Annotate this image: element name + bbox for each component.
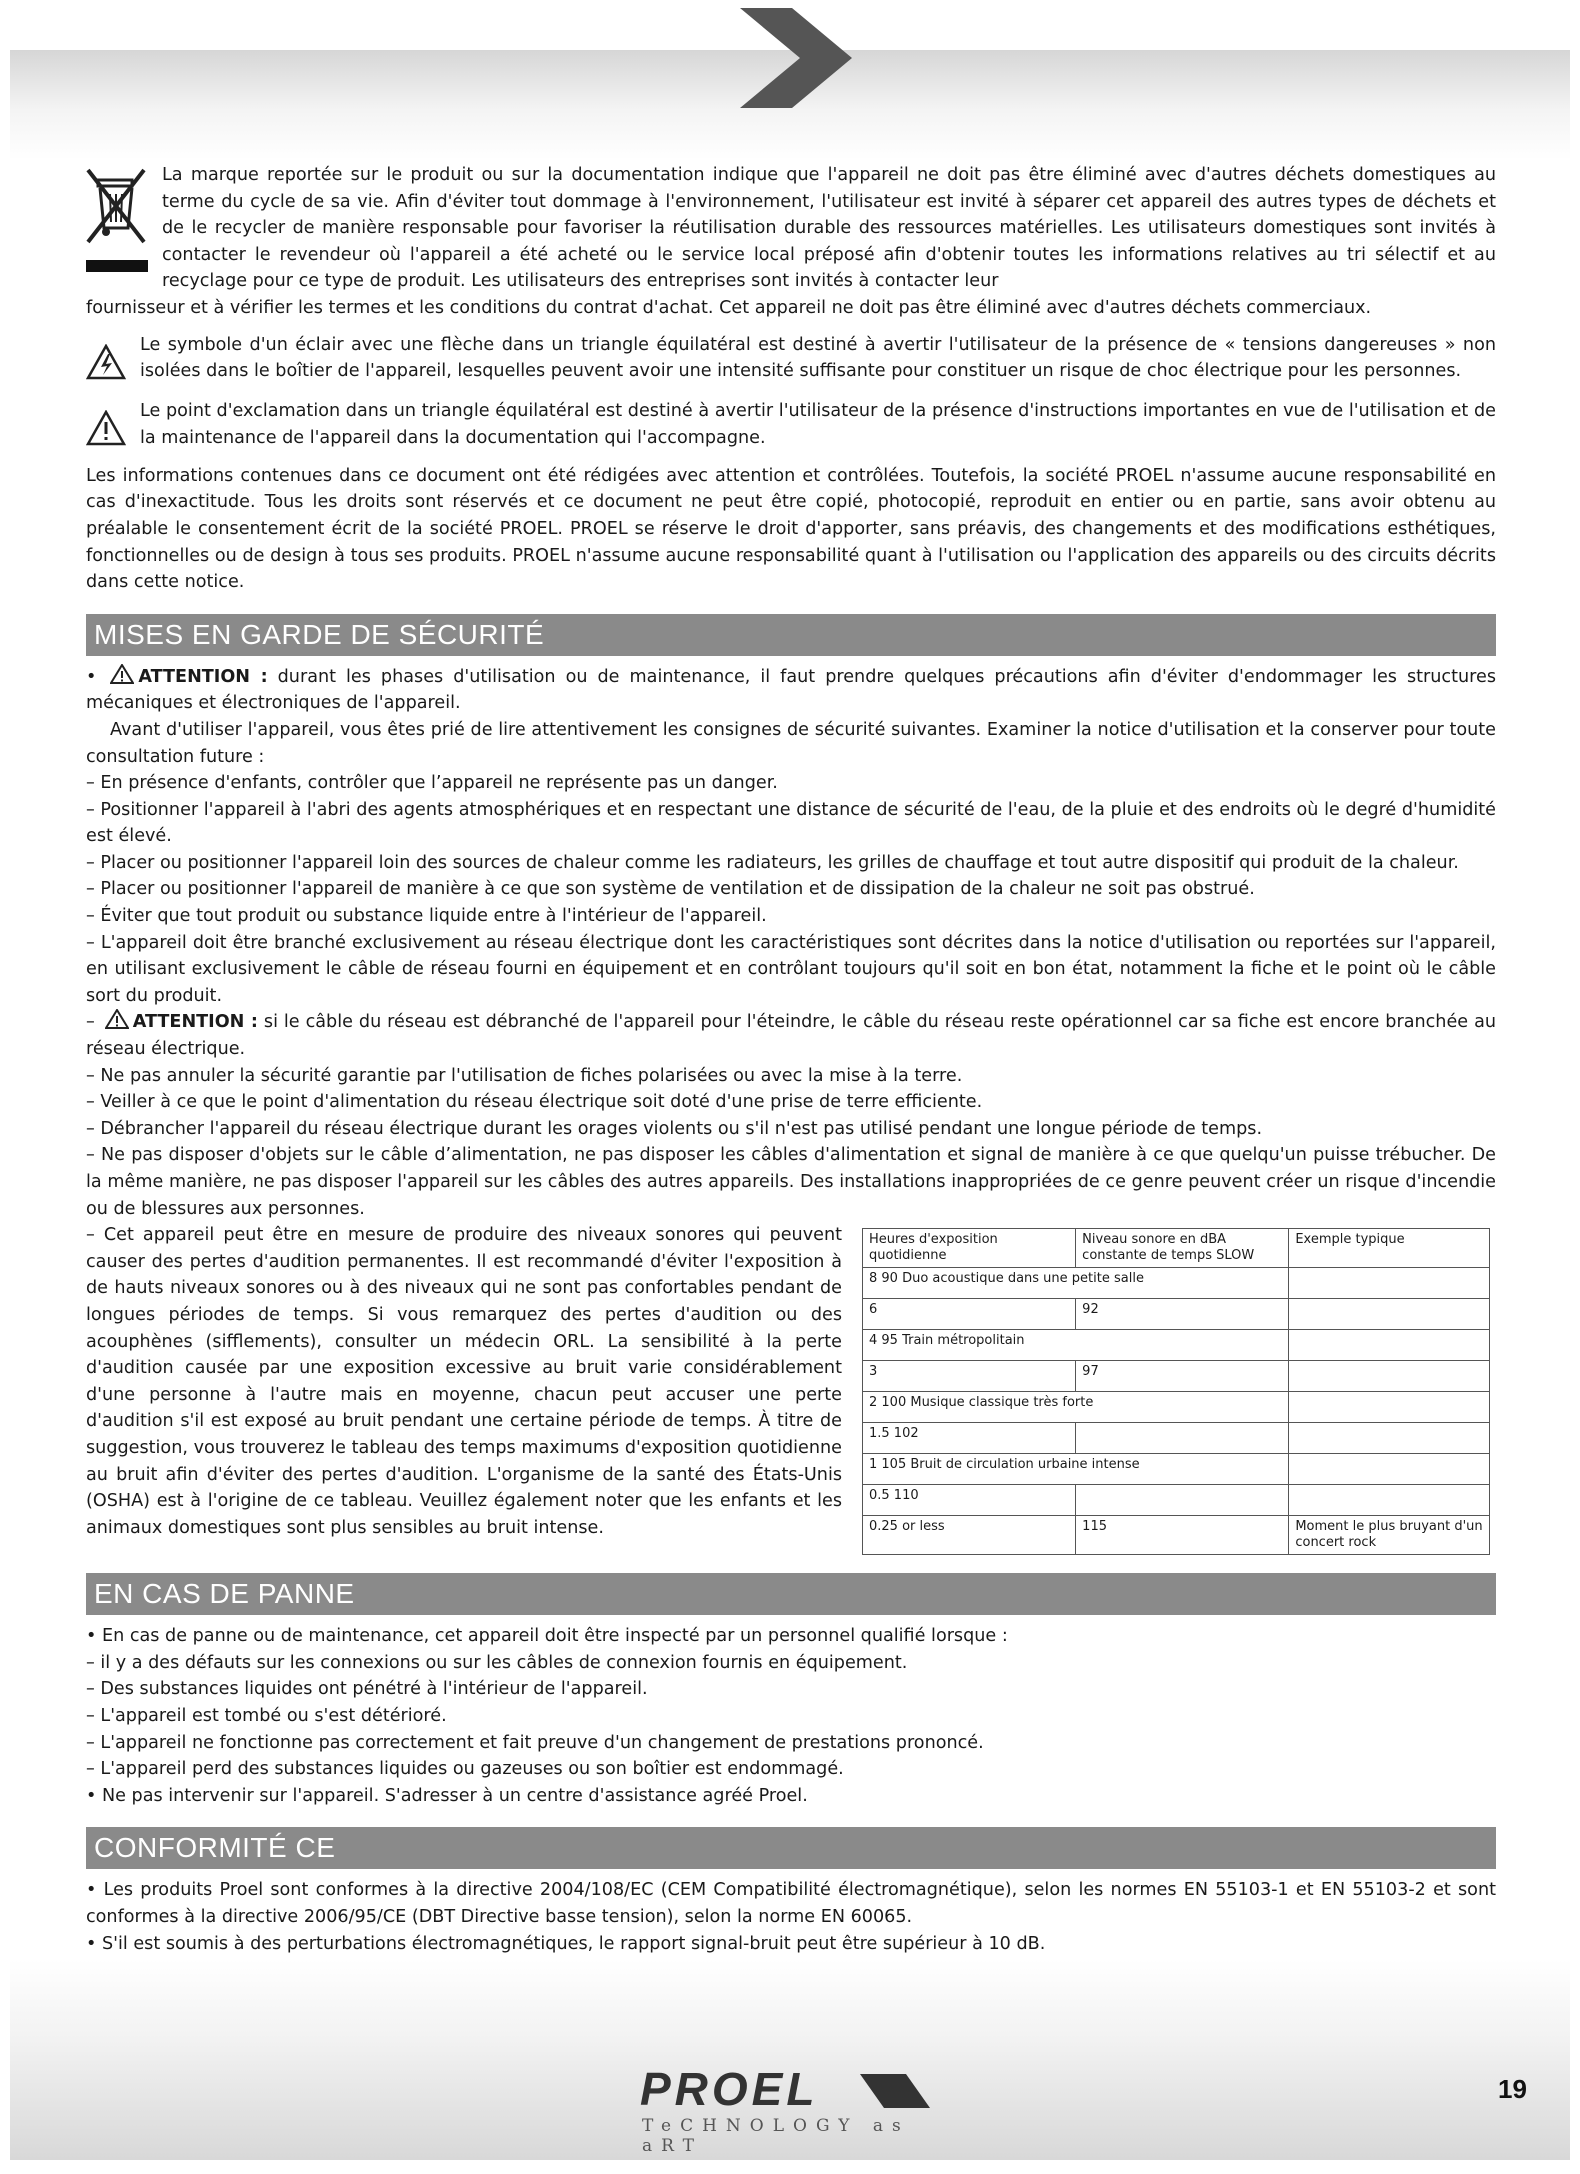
table-cell bbox=[1289, 1485, 1490, 1516]
table-header-cell: Heures d'exposition quotidienne bbox=[863, 1229, 1076, 1268]
ce-item: • S'il est soumis à des perturbations électromagnétiques, le rapport signal-bruit peut être supérieur à 10 dB. bbox=[86, 1933, 1046, 1954]
table-row bbox=[863, 1299, 1490, 1330]
table-cell: 2 100 Musique classique très forte bbox=[863, 1392, 1289, 1423]
exclamation-notice bbox=[86, 398, 1496, 455]
attention-text-1: durant les phases d'utilisation ou de maintenance, il faut prendre quelques précautions afin d'éviter d'endommager les structures mécaniques et électroniques de l'appareil. bbox=[86, 666, 1496, 714]
lightning-notice bbox=[86, 332, 1496, 389]
table-cell: Moment le plus bruyant d'un concert rock bbox=[1289, 1516, 1490, 1555]
exclamation-text: Le point d'exclamation dans un triangle équilatéral est destiné à avertir l'utilisateur de la présence d'instructions importantes en vue de l'utilisation et de la maintenance de l'appareil dans la documentation qui l'accompagne. bbox=[140, 401, 1496, 448]
table-cell: 6 bbox=[863, 1299, 1076, 1330]
noise-exposure-table bbox=[862, 1228, 1490, 1555]
table-cell bbox=[1289, 1299, 1490, 1330]
info-paragraph: Les informations contenues dans ce document ont été rédigées avec attention et contrôlées. Toutefois, la société PROEL n'assume aucune responsabilité en cas d'inexactitude. Tous les droits sont réservés et ce document ne peut être copié, photocopié, reproduit en entier ou en partie, sans avoir obtenu au préalable le consentement écrit de la société PROEL. PROEL se réserve le droit d'apporter, sans préavis, des changements et des modifications esthétiques, fonctionnelles ou de design à tous ses produits. PROEL n'assume aucune responsabilité quant à l'utilisation ou l'application des appareils ou des circuits décrits dans cette notice. bbox=[86, 465, 1496, 593]
attention-paragraph-2: – ATTENTION : si le câble du réseau est débranché de l'appareil pour l'éteindre, le câble du réseau reste opérationnel car sa fiche est encore branchée au réseau électrique. bbox=[86, 1009, 1496, 1062]
safety-heading: MISES EN GARDE DE SÉCURITÉ bbox=[86, 614, 1496, 656]
weee-text-continued: fournisseur et à vérifier les termes et les conditions du contrat d'achat. Cet appareil ne doit pas être éliminé avec d'autres déchets commerciaux. bbox=[86, 297, 1372, 318]
weee-notice bbox=[86, 162, 1496, 295]
table-cell bbox=[1076, 1485, 1289, 1516]
table-row bbox=[863, 1454, 1490, 1485]
exclamation-triangle-icon bbox=[86, 398, 140, 455]
table-header-cell: Exemple typique bbox=[1289, 1229, 1490, 1268]
ce-item: • Les produits Proel sont conformes à la directive 2004/108/EC (CEM Compatibilité électromagnétique), selon les normes EN 55103-1 et EN 55103-2 et sont conformes à la directive 2006/95/CE (DBT Directive basse tension), selon la norme EN 60065. bbox=[86, 1880, 1496, 1927]
table-cell: 115 bbox=[1076, 1516, 1289, 1555]
crossed-bin-icon bbox=[84, 162, 162, 295]
safety-item: – Placer ou positionner l'appareil de manière à ce que son système de ventilation et de dissipation de la chaleur ne soit pas obstrué. bbox=[86, 879, 1255, 900]
warning-triangle-icon bbox=[110, 664, 134, 684]
table-cell: 1.5 102 bbox=[863, 1423, 1076, 1454]
attention-label-2: ATTENTION : bbox=[132, 1012, 258, 1033]
table-row bbox=[863, 1392, 1490, 1423]
panne-item: – L'appareil perd des substances liquides ou gazeuses ou son boîtier est endommagé. bbox=[86, 1759, 844, 1780]
table-cell: 1 105 Bruit de circulation urbaine intense bbox=[863, 1454, 1289, 1485]
table-cell bbox=[1289, 1392, 1490, 1423]
table-header-cell: Niveau sonore en dBA constante de temps SLOW bbox=[1076, 1229, 1289, 1268]
lightning-triangle-icon bbox=[86, 332, 140, 389]
attention-paragraph-1: • ATTENTION : durant les phases d'utilisation ou de maintenance, il faut prendre quelques précautions afin d'éviter d'endommager les structures mécaniques et électroniques de l'appareil. bbox=[86, 664, 1496, 717]
table-cell: 0.5 110 bbox=[863, 1485, 1076, 1516]
panne-item: – il y a des défauts sur les connexions ou sur les câbles de connexion fournis en équipement. bbox=[86, 1652, 908, 1673]
safety-item: – Ne pas disposer d'objets sur le câble d’alimentation, ne pas disposer les câbles d'alimentation et signal de manière à ce que quelqu'un puisse trébucher. De la même manière, ne pas disposer l'appareil sur les câbles des autres appareils. Des installations inappropriées de ce genre peuvent créer un risque d'incendie ou de blessures aux personnes. bbox=[86, 1145, 1496, 1219]
logo-brand: PROEL bbox=[640, 2063, 819, 2115]
table-row bbox=[863, 1268, 1490, 1299]
safety-item: – Débrancher l'appareil du réseau électrique durant les orages violents ou s'il n'est pas utilisé pendant une longue période de temps. bbox=[86, 1118, 1263, 1139]
table-cell: 97 bbox=[1076, 1361, 1289, 1392]
safety-intro: Avant d'utiliser l'appareil, vous êtes prié de lire attentivement les consignes de sécurité suivantes. Examiner la notice d'utilisation et la conserver pour toute consultation future : bbox=[86, 719, 1496, 767]
table-row bbox=[863, 1423, 1490, 1454]
chevron-arrow-icon bbox=[740, 8, 852, 108]
safety-item: – En présence d'enfants, contrôler que l’appareil ne représente pas un danger. bbox=[86, 773, 778, 794]
panne-item: – L'appareil est tombé ou s'est détérioré. bbox=[86, 1705, 447, 1726]
panne-heading: EN CAS DE PANNE bbox=[86, 1573, 1496, 1615]
table-cell: 4 95 Train métropolitain bbox=[863, 1330, 1289, 1361]
panne-item: – L'appareil ne fonctionne pas correctement et fait preuve d'un changement de prestations prononcé. bbox=[86, 1732, 984, 1753]
logo-wedge-icon bbox=[860, 2070, 930, 2110]
table-cell bbox=[1289, 1268, 1490, 1299]
table-cell bbox=[1289, 1454, 1490, 1485]
page-number: 19 bbox=[1498, 2074, 1527, 2104]
proel-logo bbox=[640, 2062, 940, 2156]
safety-item: – Veiller à ce que le point d'alimentation du réseau électrique soit doté d'une prise de terre efficiente. bbox=[86, 1092, 983, 1113]
warning-triangle-icon bbox=[105, 1009, 129, 1029]
weee-text: La marque reportée sur le produit ou sur la documentation indique que l'appareil ne doit pas être éliminé avec d'autres déchets domestiques au terme du cycle de sa vie. Afin d'éviter tout dommage à l'environnement, l'utilisateur est invité à séparer cet appareil des autres types de déchets et de le recycler de manière responsable pour favoriser la réutilisation durable des ressources matérielles. Les utilisateurs domestiques sont invités à contacter le revendeur où l'appareil a été acheté ou le service local préposé afin d'obtenir toutes les informations relatives au tri sélectif et au recyclage pour ce type de produit. Les utilisateurs des entreprises sont invités à contacter leur bbox=[162, 165, 1496, 292]
noise-section bbox=[86, 1222, 1496, 1555]
page-content bbox=[86, 162, 1496, 1957]
safety-item: – L'appareil doit être branché exclusivement au réseau électrique dont les caractéristiques sont décrites dans la notice d'utilisation ou reportées sur l'appareil, en utilisant exclusivement le câble de réseau fourni en équipement et en contrôlant toujours qu'il soit en bon état, notamment la fiche et le point où le câble sort du produit. bbox=[86, 932, 1496, 1006]
table-cell: 8 90 Duo acoustique dans une petite salle bbox=[863, 1268, 1289, 1299]
safety-item: – Ne pas annuler la sécurité garantie par l'utilisation de fiches polarisées ou avec la mise à la terre. bbox=[86, 1065, 963, 1086]
table-cell bbox=[1289, 1330, 1490, 1361]
table-cell bbox=[1289, 1423, 1490, 1454]
panne-item: – Des substances liquides ont pénétré à l'intérieur de l'appareil. bbox=[86, 1679, 648, 1700]
ce-heading: CONFORMITÉ CE bbox=[86, 1827, 1496, 1869]
logo-tagline: TeCHNOLOGY as aRT bbox=[642, 2116, 910, 2156]
safety-item: – Éviter que tout produit ou substance liquide entre à l'intérieur de l'appareil. bbox=[86, 906, 767, 927]
table-cell bbox=[1076, 1423, 1289, 1454]
table-row bbox=[863, 1330, 1490, 1361]
table-cell: 3 bbox=[863, 1361, 1076, 1392]
noise-text: – Cet appareil peut être en mesure de produire des niveaux sonores qui peuvent causer des pertes d'audition permanentes. Il est recommandé d'éviter l'exposition à de hauts niveaux sonores ou à des niveaux qui ne sont pas confortables pendant de longues périodes de temps. Si vous remarquez des pertes d'audition ou des acouphènes (sifflements), consulter un médecin ORL. La sensibilité à la perte d'audition causée par une exposition excessive au bruit varie considérablement d'une personne à l'autre mais en moyenne, chacun peut accuser une perte d'audition s'il est exposé au bruit pendant une certaine période de temps. À titre de suggestion, vous trouverez le tableau des temps maximums d'exposition quotidienne au bruit afin d'éviter des pertes d'audition. L'organisme de la santé des États-Unis (OSHA) est à l'origine de ce tableau. Veuillez également noter que les enfants et les animaux domestiques sont plus sensibles au bruit intense. bbox=[86, 1225, 842, 1538]
table-row bbox=[863, 1516, 1490, 1555]
panne-item: • En cas de panne ou de maintenance, cet appareil doit être inspecté par un personnel qualifié lorsque : bbox=[86, 1626, 1008, 1647]
table-row bbox=[863, 1485, 1490, 1516]
lightning-text: Le symbole d'un éclair avec une flèche dans un triangle équilatéral est destiné à avertir l'utilisateur de la présence de « tensions dangereuses » non isolées dans le boîtier de l'appareil, lesquelles peuvent avoir une intensité suffisante pour constituer un risque de choc électrique pour les personnes. bbox=[140, 334, 1496, 382]
attention-label-1: ATTENTION : bbox=[138, 666, 268, 687]
safety-item: – Placer ou positionner l'appareil loin des sources de chaleur comme les radiateurs, les grilles de chauffage et tout autre dispositif qui produit de la chaleur. bbox=[86, 852, 1459, 873]
attention-text-2: si le câble du réseau est débranché de l'appareil pour l'éteindre, le câble du réseau reste opérationnel car sa fiche est encore branchée au réseau électrique. bbox=[86, 1012, 1496, 1060]
panne-item: • Ne pas intervenir sur l'appareil. S'adresser à un centre d'assistance agréé Proel. bbox=[86, 1785, 808, 1806]
table-header-row bbox=[863, 1229, 1490, 1268]
table-cell bbox=[1289, 1361, 1490, 1392]
table-row bbox=[863, 1361, 1490, 1392]
table-cell: 92 bbox=[1076, 1299, 1289, 1330]
safety-item: – Positionner l'appareil à l'abri des agents atmosphériques et en respectant une distance de sécurité de l'eau, de la pluie et des endroits où le degré d'humidité est élevé. bbox=[86, 799, 1496, 847]
table-cell: 0.25 or less bbox=[863, 1516, 1076, 1555]
